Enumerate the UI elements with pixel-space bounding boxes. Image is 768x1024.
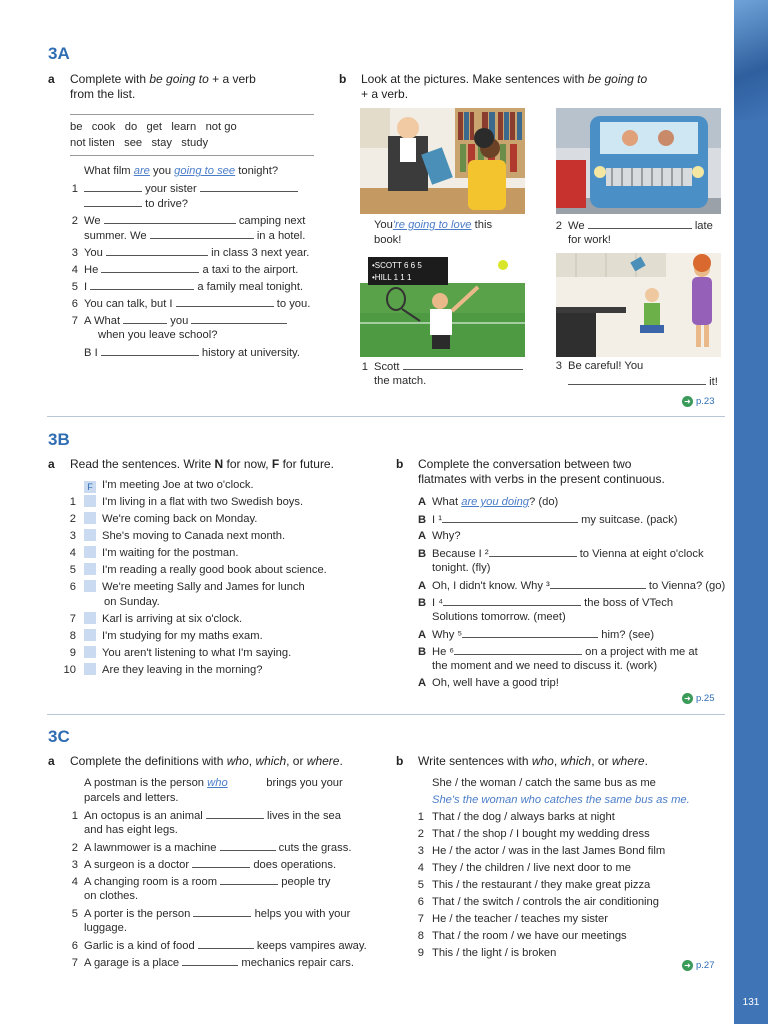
- exercise-3b-a-item-8: 8 I'm studying for my maths exam.: [69, 630, 263, 642]
- section-title-3a: 3A: [48, 44, 70, 63]
- exercise-3b-a-instruction: a Read the sentences. Write N for now, F for future.: [48, 457, 334, 471]
- sentence-example-answer: She's the woman who catches the same bus as me.: [432, 794, 690, 806]
- section-title-3c: 3C: [48, 727, 70, 746]
- caption-2-cont: for work!: [568, 234, 611, 246]
- answer-box[interactable]: [84, 612, 96, 624]
- caption-1: 1 Scott: [360, 359, 523, 374]
- exercise-3b-a-item-2: 2 We're coming back on Monday.: [69, 513, 258, 525]
- exercise-3c-a-instruction: a Complete the definitions with who, which, or where.: [48, 754, 343, 768]
- caption-3-cont: it!: [568, 374, 718, 389]
- answer-box[interactable]: [84, 546, 96, 558]
- page-ref-3c[interactable]: ➜ p.27: [682, 960, 715, 971]
- word-list-line-1: be cook do get learn not go: [70, 121, 237, 133]
- answer-box[interactable]: [84, 512, 96, 524]
- exercise-3a-a-item-5: 5 I a family meal tonight.: [71, 281, 304, 293]
- picture-tennis: [360, 253, 525, 357]
- definition-5: 5 A porter is the person helps you with your: [71, 908, 351, 920]
- conversation-line-3-cont: tonight. (fly): [432, 562, 491, 574]
- exercise-3c-b-instruction: b Write sentences with who, which, or where.: [396, 754, 648, 768]
- conversation-line-7: B He ⁶ on a project with me at: [418, 646, 698, 658]
- exercise-3a-a-item-1: 1 your sister: [64, 181, 298, 196]
- exercise-3b-a-item-1: 1 I'm living in a flat with two Swedish boys.: [69, 496, 304, 508]
- definition-example: A postman is the person who brings you your: [84, 777, 343, 789]
- word-list-line-2: not listen see stay study: [70, 137, 209, 149]
- exercise-3a-a-instruction: a Complete with be going to + a verb from the list.: [48, 72, 256, 101]
- exercise-3b-a-item-6-cont: on Sunday.: [104, 596, 160, 608]
- section-divider-2: [47, 714, 725, 715]
- picture-car-traffic: [556, 108, 721, 214]
- page-number: 131: [742, 997, 760, 1008]
- page-ref-3b[interactable]: ➜ p.25: [682, 693, 715, 704]
- conversation-line-8: A Oh, well have a good trip!: [418, 677, 559, 689]
- definition-1-cont: and has eight legs.: [84, 824, 178, 836]
- exercise-3a-a-example: What film are you going to see tonight?: [84, 165, 279, 177]
- conversation-line-5: B I ⁴ the boss of VTech: [418, 597, 674, 609]
- answer-box[interactable]: [84, 563, 96, 575]
- picture-bookshop: [360, 108, 525, 214]
- section-divider-1: [47, 416, 725, 417]
- exercise-3a-a-item-7-cont: when you leave school?: [98, 329, 218, 341]
- definition-4-cont: on clothes.: [84, 890, 139, 902]
- answer-box[interactable]: [84, 529, 96, 541]
- conversation-line-7-cont: the moment and we need to discuss it. (work): [432, 660, 658, 672]
- exercise-3a-a-item-2: 2 We camping next: [71, 215, 306, 227]
- sentence-example: She / the woman / catch the same bus as me: [432, 777, 656, 789]
- sentence-9: 9 This / the light / is broken: [417, 947, 557, 959]
- exercise-3a-a-item-4: 4 He a taxi to the airport.: [71, 264, 299, 276]
- exercise-3b-a-item-6: 6 We're meeting Sally and James for lunch: [69, 581, 305, 593]
- exercise-3a-a-item-2-cont: summer. We in a hotel.: [84, 230, 306, 242]
- definition-7: 7 A garage is a place mechanics repair cars.: [71, 957, 354, 969]
- sentence-1: 1 That / the dog / always barks at night: [417, 811, 615, 823]
- conversation-example: A What are you doing? (do): [418, 496, 559, 508]
- exercise-3a-a-item-7: 7 A What you: [64, 313, 287, 328]
- exercise-3b-a-item-9: 9 You aren't listening to what I'm saying.: [69, 647, 292, 659]
- answer-box[interactable]: [84, 646, 96, 658]
- page-ref-3a[interactable]: ➜ p.23: [682, 396, 715, 407]
- sentence-8: 8 That / the room / we have our meetings: [417, 930, 627, 942]
- exercise-3a-a-item-1-cont: to drive?: [84, 196, 188, 211]
- caption-2: 2 We late: [555, 220, 713, 232]
- conversation-line-5-cont: Solutions tomorrow. (meet): [432, 611, 566, 623]
- arrow-right-icon: ➜: [682, 396, 693, 407]
- arrow-right-icon: ➜: [682, 960, 693, 971]
- definition-5-cont: luggage.: [84, 922, 127, 934]
- sentence-6: 6 That / the switch / controls the air conditioning: [417, 896, 659, 908]
- definition-2: 2 A lawnmower is a machine cuts the grass.: [71, 842, 352, 854]
- definition-3: 3 A surgeon is a doctor does operations.: [71, 859, 337, 871]
- section-title-3b: 3B: [48, 430, 70, 449]
- conversation-line-4: A Oh, I didn't know. Why ³ to Vienna? (go): [418, 580, 726, 592]
- caption-example: You're going to love this: [374, 219, 493, 231]
- arrow-right-icon: ➜: [682, 693, 693, 704]
- definition-example-cont: parcels and letters.: [84, 792, 179, 804]
- answer-box[interactable]: [84, 580, 96, 592]
- exercise-3b-a-item-5: 5 I'm reading a really good book about science.: [69, 564, 327, 576]
- caption-3: 3 Be careful! You: [555, 360, 644, 372]
- answer-box[interactable]: [84, 495, 96, 507]
- picture-kitchen: [556, 253, 721, 357]
- conversation-line-3: B Because I ² to Vienna at eight o'clock: [418, 548, 704, 560]
- side-corner-decoration: [734, 0, 768, 120]
- exercise-3b-a-example: F I'm meeting Joe at two o'clock.: [84, 478, 254, 493]
- answer-box[interactable]: [84, 629, 96, 641]
- exercise-3b-a-item-7: 7 Karl is arriving at six o'clock.: [69, 613, 243, 625]
- scoreboard-row-2: •HILL 1 1 1: [372, 273, 412, 282]
- scoreboard-row-1: •SCOTT 6 6 5: [372, 261, 422, 270]
- caption-example-cont: book!: [374, 234, 402, 246]
- sentence-2: 2 That / the shop / I bought my wedding dress: [417, 828, 650, 840]
- exercise-3a-a-item-3: 3 You in class 3 next year.: [71, 247, 310, 259]
- exercise-3b-a-item-10: 10 Are they leaving in the morning?: [63, 664, 263, 676]
- side-color-bar: [734, 0, 768, 1024]
- exercise-3a-a-item-7-b: B I history at university.: [84, 347, 300, 359]
- answer-box[interactable]: [84, 663, 96, 675]
- exercise-3b-b-instruction: b Complete the conversation between two flatmates with verbs in the present continuous.: [396, 457, 665, 486]
- sentence-3: 3 He / the actor / was in the last James Bond film: [417, 845, 666, 857]
- definition-6: 6 Garlic is a kind of food keeps vampires away.: [71, 940, 367, 952]
- definition-1: 1 An octopus is an animal lives in the sea: [71, 810, 342, 822]
- conversation-line-6: A Why ⁵ him? (see): [418, 629, 655, 641]
- sentence-7: 7 He / the teacher / teaches my sister: [417, 913, 608, 925]
- sentence-4: 4 They / the children / live next door to me: [417, 862, 631, 874]
- exercise-3b-a-item-3: 3 She's moving to Canada next month.: [69, 530, 286, 542]
- conversation-line-2: A Why?: [418, 530, 461, 542]
- definition-4: 4 A changing room is a room people try: [71, 876, 331, 888]
- exercise-3a-a-item-6: 6 You can talk, but I to you.: [71, 298, 311, 310]
- caption-1-cont: the match.: [374, 375, 427, 387]
- exercise-3a-b-instruction: b Look at the pictures. Make sentences with be going to + a verb.: [339, 72, 648, 101]
- conversation-line-1: B I ¹ my suitcase. (pack): [418, 514, 678, 526]
- exercise-3b-a-item-4: 4 I'm waiting for the postman.: [69, 547, 239, 559]
- word-list-box: [70, 114, 314, 156]
- sentence-5: 5 This / the restaurant / they make great pizza: [417, 879, 651, 891]
